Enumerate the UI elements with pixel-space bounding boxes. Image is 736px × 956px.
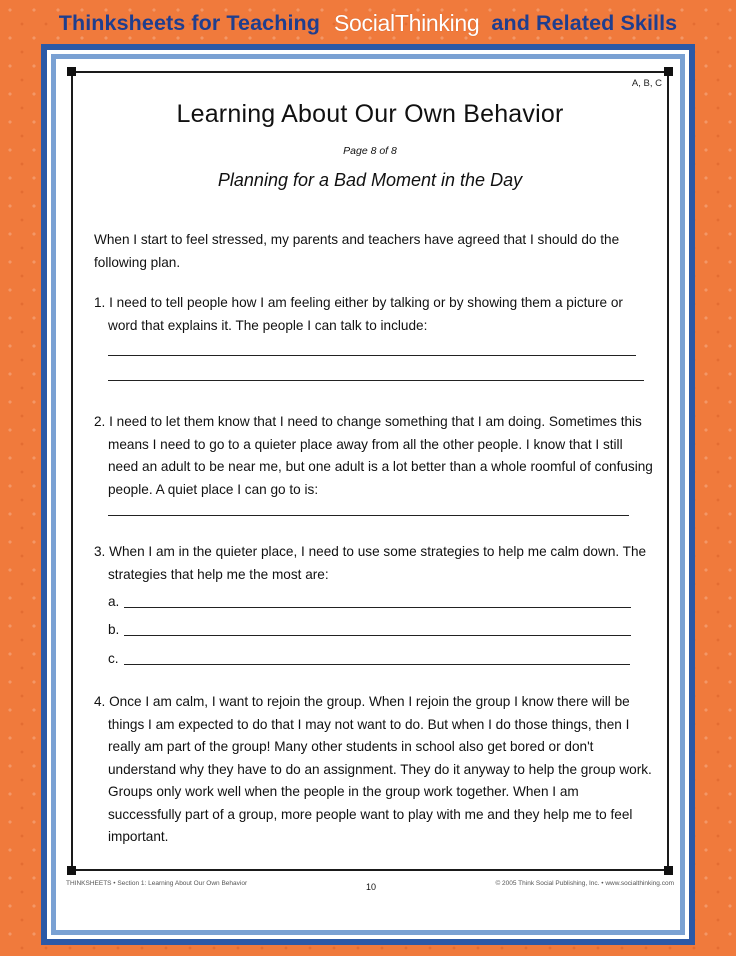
strategy-answer-line[interactable] [124,607,631,608]
corner-mark [67,866,76,875]
page-number: 10 [365,882,376,892]
answer-line[interactable] [108,380,644,381]
page-indicator: Page 8 of 8 [343,145,397,157]
item-1-text: 1. I need to tell people how I am feeling either by talking or by showing them a picture or word that explains it. The people I can talk to include: [94,295,623,333]
corner-mark [664,67,673,76]
page-title: Learning About Our Own Behavior [176,100,564,128]
intro-paragraph: When I start to feel stressed, my parents and teachers have agreed that I should do the following plan. [94,232,620,270]
answer-line[interactable] [108,515,629,516]
item-3-text: 3. When I am in the quieter place, I need to use some strategies to help me calm down. The strategies that help me the most are: [94,544,647,582]
brand-logo: SocialThinking [334,9,480,36]
banner [0,0,736,46]
strategy-answer-line[interactable] [124,664,630,665]
item-4-text: 4. Once I am calm, I want to rejoin the group. When I rejoin the group I know there will be things I am expected to do that I may not want to do. But when I do those things, then I really am part of the group! Many other students in school also get bored or don't understand why they have to do an assignment. They do it anyway to help the group work. Groups only work well when the people in the group work together. When I am successfully part of a group, more people want to play with me and they help me to feel important. [94,694,652,844]
level-label: A, B, C [631,78,662,89]
footer-left: THINKSHEETS • Section 1: Learning About Our Own Behavior [66,880,248,887]
strategy-label-a: a. [108,594,120,609]
item-2-text: 2. I need to let them know that I need to change something that I am doing. Sometimes this means I need to go to a quieter place away from all the other people. I know that I still need an adult to be near me, but one adult is a lot better than a whole roomful of confusing people. A quiet place I can go to is: [94,414,653,497]
answer-line[interactable] [108,355,636,356]
strategy-label-b: b. [108,622,120,637]
banner-right-text: and Related Skills [491,10,678,35]
corner-mark [67,67,76,76]
strategy-answer-line[interactable] [124,635,631,636]
corner-mark [664,866,673,875]
section-subtitle: Planning for a Bad Moment in the Day [217,170,523,190]
strategy-label-c: c. [108,651,119,666]
footer-right: © 2005 Think Social Publishing, Inc. • www.socialthinking.com [495,880,674,887]
banner-left-text: Thinksheets for Teaching [58,10,321,35]
